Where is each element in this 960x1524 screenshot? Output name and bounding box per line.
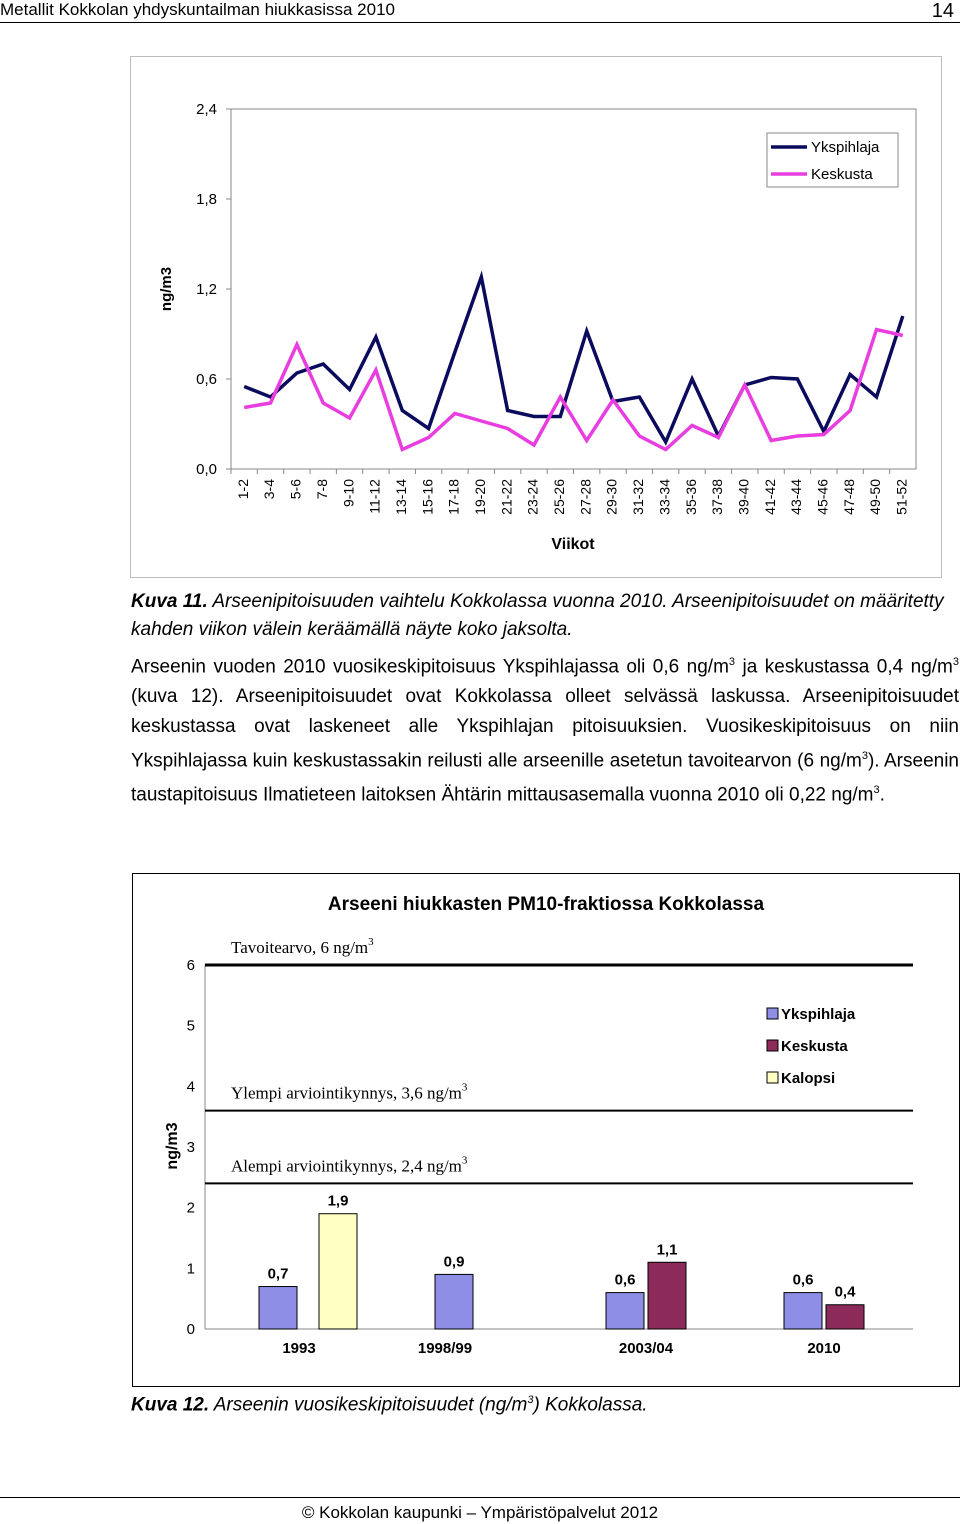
x-tick-label: 15-16 (419, 479, 436, 515)
data-label: 0,7 (267, 1265, 289, 1283)
paragraph-part-3: (kuva 12). Arseenipitoisuudet ovat Kokkolassa olleet selvässä laskussa. Arseenipitoisuudet keskustassa ovat laskeneet alle Ykspihlajan pitoisuuksien. Vuosikeskipitoisuus on niin Ykspihlajassa kuin keskustassakin reilusti alle arseenille asetetun tavoitearvon (6 ng/m (131, 686, 959, 772)
superscript: 3 (527, 1394, 534, 1406)
reference-label-text: Ylempi arviointikynnys, 3,6 ng/m (231, 1083, 462, 1103)
bar-chart-frame (132, 873, 960, 1387)
footer-text: © Kokkolan kaupunki – Ympäristöpalvelut 2012 (301, 1503, 659, 1522)
bar-ykspihlaja (606, 1293, 644, 1329)
body-paragraph (131, 648, 959, 810)
y-tick-label: 0,0 (196, 461, 217, 478)
header-rule (0, 22, 960, 23)
y-tick-label: 0,6 (196, 371, 217, 388)
figure-12-caption (131, 1386, 959, 1419)
x-tick-label: 27-28 (577, 479, 594, 515)
x-tick-label: 37-38 (709, 479, 726, 515)
reference-line-label (231, 1082, 468, 1103)
bar-ykspihlaja (435, 1274, 473, 1329)
superscript: 3 (952, 656, 959, 668)
paragraph-part-1: Arseenin vuoden 2010 vuosikeskipitoisuus Ykspihlajassa oli 0,6 ng/m (131, 656, 729, 678)
superscript: 3 (873, 783, 880, 796)
y-tick-label: 5 (186, 1017, 195, 1035)
x-tick-label: 2003/04 (618, 1340, 674, 1357)
legend-label-keskusta: Keskusta (811, 166, 873, 183)
x-tick-label: 31-32 (630, 478, 647, 515)
x-tick-label: 17-18 (445, 479, 462, 515)
reference-label-sup: 3 (461, 1081, 468, 1094)
x-tick-label: 23-24 (524, 479, 541, 515)
y-tick-label: 2,4 (196, 101, 217, 118)
x-tick-label: 9-10 (340, 479, 357, 508)
line-chart-frame (130, 56, 942, 578)
x-tick-label: 25-26 (551, 479, 568, 515)
data-label: 0,4 (834, 1283, 856, 1301)
x-tick-label: 2010 (807, 1340, 841, 1357)
reference-line-label (231, 1154, 468, 1175)
x-tick-label: 47-48 (840, 479, 857, 515)
data-label: 0,6 (614, 1271, 636, 1289)
x-tick-label: 35-36 (682, 479, 699, 515)
document-header-title: Metallit Kokkolan yhdyskuntailman hiukkasissa 2010 (0, 0, 395, 19)
figure-11-label: Kuva 11. (131, 591, 208, 612)
y-tick-label: 3 (186, 1139, 195, 1156)
y-axis-label: ng/m3 (158, 266, 175, 312)
legend-label-kalopsi: Kalopsi (781, 1070, 836, 1087)
data-label: 0,9 (443, 1253, 465, 1271)
x-tick-label: 19-20 (471, 479, 488, 515)
superscript: 3 (861, 749, 868, 762)
legend-swatch-ykspihlaja (767, 1008, 778, 1019)
x-tick-label: 11-12 (366, 479, 383, 514)
x-axis-label: Viikot (551, 536, 595, 553)
paragraph-part-4: ). Arseenin taustapitoisuus Ilmatieteen laitoksen Ähtärin mittausasemalla vuonna 2010 oli 0,22 ng/m (131, 750, 959, 806)
x-tick-label: 5-6 (287, 479, 304, 500)
arsenic-weekly-line-chart (131, 57, 941, 577)
y-tick-label: 1 (186, 1260, 195, 1278)
figure-12-text-end: ) Kokkolassa. (533, 1394, 648, 1416)
reference-label-text: Tavoitearvo, 6 ng/m (231, 938, 369, 957)
x-tick-label: 1998/99 (417, 1340, 473, 1357)
legend-swatch-keskusta (767, 1040, 778, 1051)
x-tick-label: 3-4 (261, 479, 278, 500)
bar-ykspihlaja (259, 1287, 297, 1329)
reference-label-sup: 3 (368, 936, 374, 948)
bar-keskusta (826, 1305, 864, 1329)
x-tick-label: 1993 (282, 1340, 316, 1357)
y-tick-label: 1,2 (196, 281, 217, 298)
x-tick-label: 21-22 (498, 479, 515, 515)
legend-label-ykspihlaja: Ykspihlaja (811, 139, 880, 156)
x-tick-label: 7-8 (313, 479, 330, 500)
y-tick-label: 4 (186, 1078, 195, 1096)
superscript: 3 (728, 656, 736, 668)
data-label: 1,1 (656, 1241, 678, 1259)
legend-swatch-kalopsi (767, 1072, 778, 1083)
y-tick-label: 1,8 (196, 191, 217, 208)
y-axis-label: ng/m3 (164, 1122, 181, 1170)
y-tick-label: 6 (186, 957, 195, 974)
x-tick-label: 43-44 (788, 479, 805, 515)
x-tick-label: 49-50 (867, 479, 884, 515)
data-label: 0,6 (792, 1271, 814, 1289)
data-label: 1,9 (327, 1192, 349, 1210)
y-tick-label: 0 (186, 1321, 195, 1338)
x-tick-label: 13-14 (392, 479, 409, 515)
paragraph-part-2: ja keskustassa 0,4 ng/m (735, 656, 953, 678)
footer-rule (0, 1497, 960, 1498)
paragraph-part-5: . (879, 784, 885, 806)
legend-label-ykspihlaja: Ykspihlaja (781, 1006, 856, 1023)
legend-label-keskusta: Keskusta (781, 1038, 848, 1055)
x-tick-label: 29-30 (603, 479, 620, 515)
chart-title: Arseeni hiukkasten PM10-fraktiossa Kokkolassa (327, 894, 765, 915)
page-number: 14 (931, 0, 954, 22)
x-tick-label: 39-40 (735, 479, 752, 515)
arsenic-annual-bar-chart (133, 874, 959, 1386)
x-tick-label: 41-42 (761, 479, 778, 515)
reference-line-label (231, 936, 374, 957)
figure-12-text: Arseenin vuosikeskipitoisuudet (ng/m (209, 1394, 528, 1416)
figure-11-caption (131, 588, 959, 644)
reference-label-sup: 3 (461, 1154, 468, 1167)
reference-label-text: Alempi arviointikynnys, 2,4 ng/m (231, 1156, 462, 1176)
figure-12-label: Kuva 12. (131, 1394, 210, 1416)
figure-11-text: Arseenipitoisuuden vaihtelu Kokkolassa vuonna 2010. Arseenipitoisuudet on määritetty kahden viikon välein keräämällä näyte koko jaksolta. (131, 591, 944, 640)
bar-ykspihlaja (784, 1293, 822, 1329)
bar-keskusta (648, 1262, 686, 1329)
y-tick-label: 2 (186, 1199, 195, 1217)
x-tick-label: 33-34 (656, 479, 673, 515)
bar-kalopsi (319, 1214, 357, 1329)
x-tick-label: 1-2 (234, 479, 251, 500)
x-tick-label: 45-46 (814, 479, 831, 515)
x-tick-label: 51-52 (893, 479, 910, 515)
